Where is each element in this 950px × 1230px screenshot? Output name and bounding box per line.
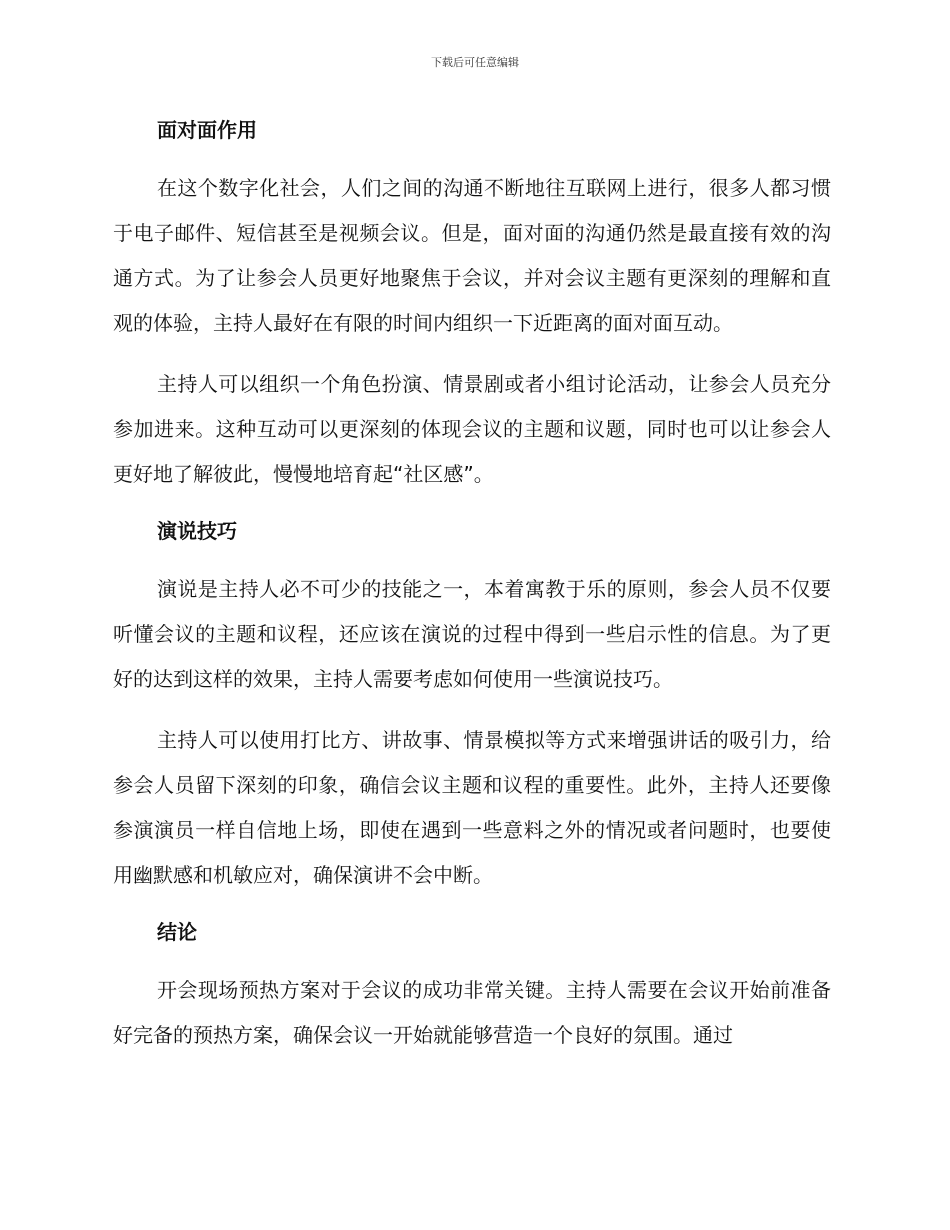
paragraph: 在这个数字化社会，人们之间的沟通不断地往互联网上进行，很多人都习惯于电子邮件、短信甚至是视频会议。但是，面对面的沟通仍然是最直接有效的沟通方式。为了让参会人员更好地聚焦于会议，并对会议主题有更深刻的理解和直观的体验，主持人最好在有限的时间内组织一下近距离的面对面互动。 — [113, 176, 831, 335]
section-heading-face-to-face: 面对面作用 — [157, 118, 257, 142]
paragraph: 主持人可以使用打比方、讲故事、情景模拟等方式来增强讲话的吸引力，给参会人员留下深刻的印象，确信会议主题和议程的重要性。此外，主持人还要像参演演员一样自信地上场，即使在遇到一些意料之外的情况或者问题时，也要使用幽默感和机敏应对，确保演讲不会中断。 — [113, 728, 831, 887]
section-heading-conclusion: 结论 — [157, 920, 197, 944]
paragraph: 主持人可以组织一个角色扮演、情景剧或者小组讨论活动，让参会人员充分参加进来。这种互动可以更深刻的体现会议的主题和议题，同时也可以让参会人更好地了解彼此，慢慢地培育起“社区感”。 — [113, 372, 831, 486]
paragraph: 开会现场预热方案对于会议的成功非常关键。主持人需要在会议开始前准备好完备的预热方案，确保会议一开始就能够营造一个良好的氛围。通过 — [113, 978, 831, 1047]
paragraph: 演说是主持人必不可少的技能之一，本着寓教于乐的原则，参会人员不仅要听懂会议的主题和议程，还应该在演说的过程中得到一些启示性的信息。为了更好的达到这样的效果，主持人需要考虑如何使用一些演说技巧。 — [113, 577, 831, 691]
header-note: 下载后可任意编辑 — [431, 56, 519, 69]
document-body — [113, 112, 831, 1074]
section-heading-speech-skills: 演说技巧 — [157, 519, 237, 543]
